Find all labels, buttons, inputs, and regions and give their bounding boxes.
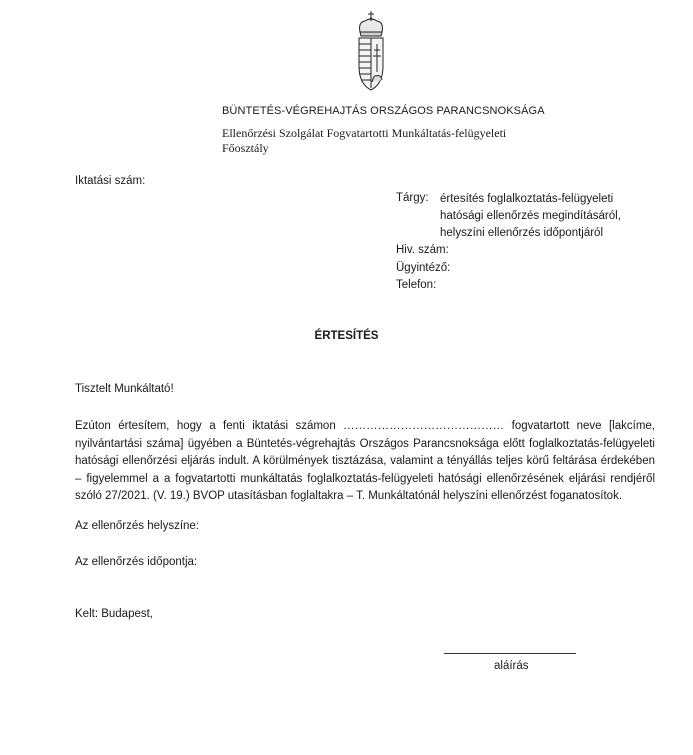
coat-of-arms-icon [356, 10, 386, 96]
telefon-label: Telefon: [396, 279, 437, 291]
signature-label: aláírás [494, 660, 529, 672]
ugyintezo-label: Ügyintéző: [396, 262, 451, 274]
iktatasi-label: Iktatási szám: [75, 175, 146, 187]
location-label: Az ellenőrzés helyszíne: [75, 520, 200, 532]
body-paragraph: Ezúton értesítem, hogy a fenti iktatási számon …………………………………… fogvatartott neve [lakcíme, nyilvántartási száma] ügyében a Büntetés-végrehajtás Országos Parancsnoksága előtt foglalkoztatás-felügyeleti hatósági ellenőrzési eljárás indult. A körülmények tisztázása, valamint a tényállás teljes körű feltárása érdekében – figyelemmel a a fogvatartotti munkáltatás foglalkoztatás-felügyeleti hatósági ellenőrzésének eljárási rendjéről szóló 27/2021. (V. 19.) BVOP utasításban foglaltakra – T. Munkáltatónál helyszíni ellenőrzést foganatosítok. [75, 420, 655, 502]
salutation: Tisztelt Munkáltató! [75, 383, 174, 395]
document-title: ÉRTESÍTÉS [314, 330, 379, 342]
department-name: Ellenőrzési Szolgálat Fogvatartotti Munkáltatás-felügyeleti Főosztály [222, 126, 507, 155]
subject-value: értesítés foglalkoztatás-felügyeleti hatósági ellenőrzés megindításáról, helyszíni ellenőrzés időpontjáról [440, 193, 621, 239]
hiv-szam-label: Hiv. szám: [396, 244, 449, 256]
organization-name: BÜNTETÉS-VÉGREHAJTÁS ORSZÁGOS PARANCSNOKSÁGA [222, 105, 545, 117]
date-label: Az ellenőrzés időpontja: [75, 556, 198, 568]
subject-label: Tárgy: [396, 192, 429, 204]
signature-line [444, 653, 576, 654]
kelt-label: Kelt: Budapest, [75, 608, 153, 620]
